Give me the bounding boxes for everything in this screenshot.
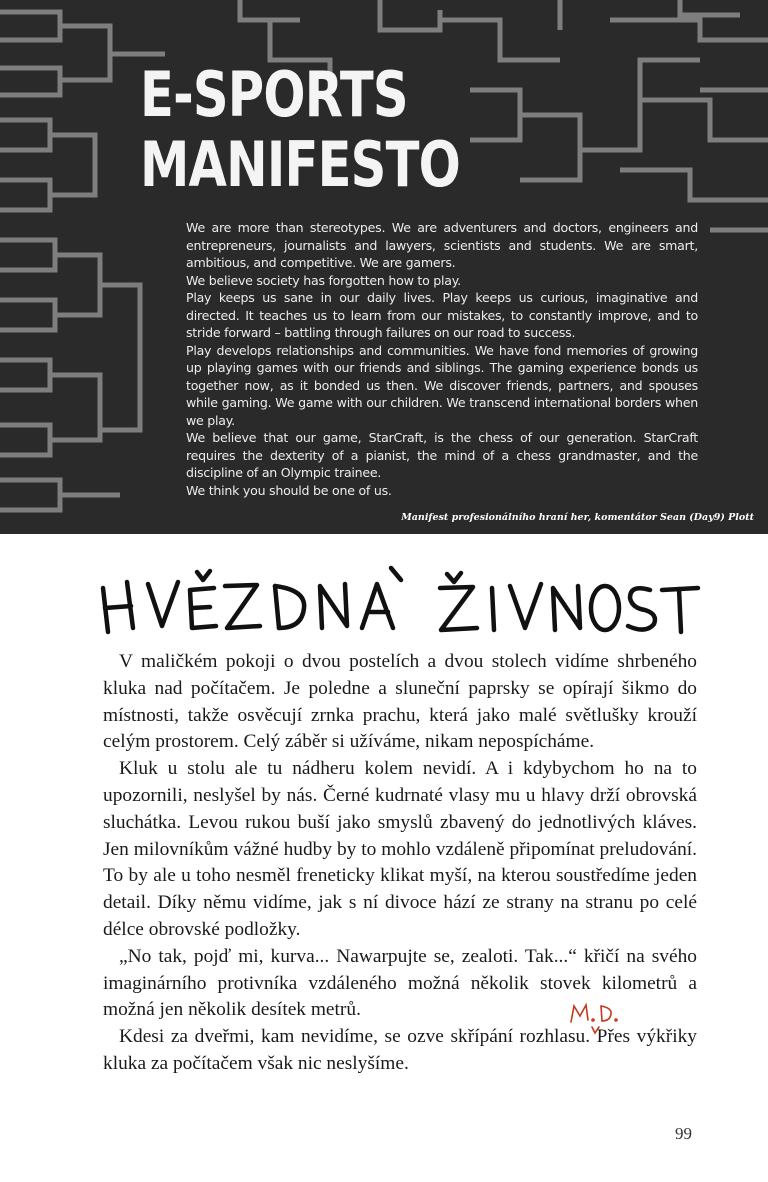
manifesto-attribution: Manifest profesionálního hraní her, komentátor Sean (Day9) Plott bbox=[401, 512, 754, 523]
chapter-title bbox=[0, 560, 768, 644]
manifesto-paragraph: We think you should be one of us. bbox=[186, 482, 392, 498]
manifesto-title-line1: E-SPORTS bbox=[140, 58, 408, 131]
manifesto-banner bbox=[0, 0, 768, 534]
annotation-mark bbox=[566, 1000, 646, 1040]
body-paragraph: Kluk u stolu ale tu nádheru kolem nevidí. A i kdybychom ho na to upozornili, neslyšel by nás. Černé kudrnaté vlasy mu u hlavy drží obrovská sluchátka. Levou rukou buší jako smyslů zbavený do jednotlivých kláves. Jen milovníkům vážné hudby by to mohlo vzdáleně připomínat preludování. To by ale u toho nesměl freneticky klikat myší, na kterou soustředíme jeden detail. Díky němu vidíme, jak s ní divoce hází ze strany na stranu po celé délce obrovské podložky. bbox=[103, 758, 697, 940]
body-paragraph: „No tak, pojď mi, kurva... Nawarpujte se, zealoti. Tak...“ křičí na svého imaginárního protivníka vzdáleného možná několik stovek kilometrů a možná jen několik desítek metrů. bbox=[103, 945, 697, 1021]
body-paragraph: Kdesi za dveřmi, kam nevidíme, se ozve skřípání rozhlasu. Přes výkřiky kluka za počítačem však nic neslyšíme. bbox=[103, 1026, 697, 1074]
chapter-title-handwritten bbox=[0, 560, 768, 640]
manifesto-paragraph: Play develops relationships and communities. We have fond memories of growing up playing games with our friends and siblings. The gaming experience bonds us together now, as it bonded us then. We discover friends, partners, and spouses while gaming. We game with our children. We transcend international borders when we play. bbox=[186, 342, 698, 428]
manifesto-text bbox=[186, 219, 698, 499]
handwritten-annotation bbox=[566, 1000, 646, 1044]
manifesto-paragraph: We believe society has forgotten how to play. bbox=[186, 272, 461, 288]
body-paragraph: V maličkém pokoji o dvou postelích a dvou stolech vidíme shrbeného kluka nad počítačem. Je poledne a sluneční paprsky se opírají šikmo do místnosti, takže osvěcují zrnka prachu, která jako malé světlušky krouží celým prostorem. Celý záběr si užíváme, nikam nepospícháme. bbox=[103, 651, 697, 753]
manifesto-paragraph: We believe that our game, StarCraft, is the chess of our generation. StarCraft requires the dexterity of a pianist, the mind of a chess grandmaster, and the discipline of an Olympic trainee. bbox=[186, 430, 698, 480]
manifesto-paragraph: Play keeps us sane in our daily lives. Play keeps us curious, imaginative and directed. It teaches us to learn from our mistakes, to constantly improve, and to stride forward – battling through failures on our road to success. bbox=[186, 290, 698, 340]
manifesto-title-line2: MANIFESTO bbox=[140, 128, 460, 201]
manifesto-paragraph: We are more than stereotypes. We are adventurers and doctors, engineers and entrepreneurs, journalists and lawyers, scientists and students. We are smart, ambitious, and competitive. We are gamers. bbox=[186, 220, 698, 270]
manifesto-title bbox=[140, 60, 460, 200]
page-number: 99 bbox=[675, 1124, 692, 1143]
